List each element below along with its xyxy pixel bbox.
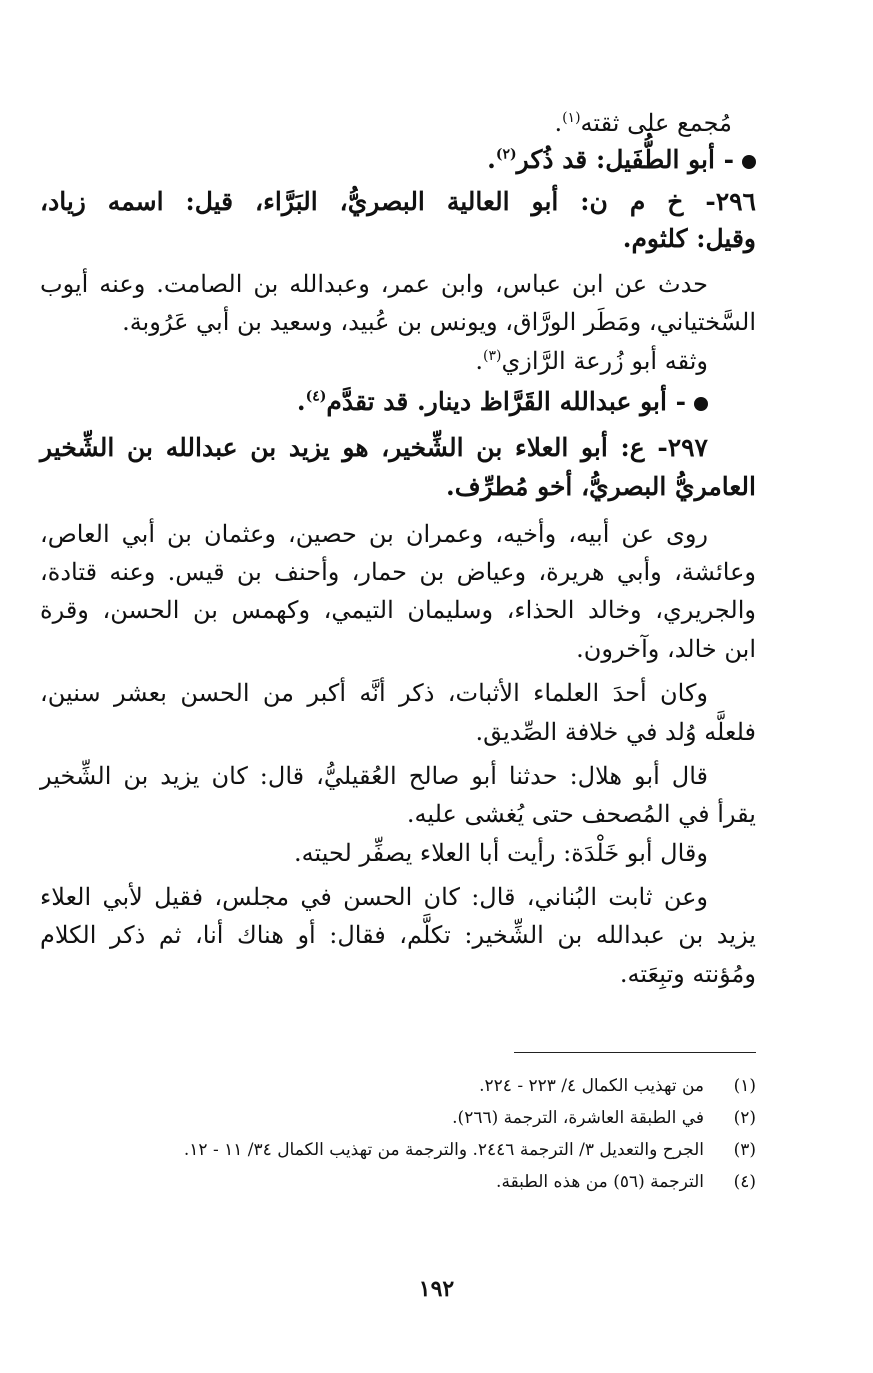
bullet-icon: [694, 397, 708, 411]
bullet-entry: - أبو الطُّفَيل: قد ذُكر$^{(٢)}$.: [40, 146, 756, 174]
text-line: وقال أبو خَلْدَة: رأيت أبا العلاء يصفِّر لحيته.: [294, 838, 708, 867]
text-line: وعائشة، وأبي هريرة، وعياض بن حمار، وأحنف بن قيس. وعنه قتادة،: [40, 557, 756, 586]
text-line: قال أبو هلال: حدثنا أبو صالح العُقيليُّ، قال: كان يزيد بن الشِّخير: [40, 761, 708, 790]
footnote-text: من تهذيب الكمال ٤/ ٢٢٣ - ٢٢٤.: [479, 1076, 704, 1096]
text-line: السَّختياني، ومَطَر الورَّاق، ويونس بن عُبيد، وسعيد بن أبي عَرُوبة.: [122, 308, 756, 337]
footnote-ref: (١): [562, 110, 581, 126]
entry-heading: ٢٩٧- ع: أبو العلاء بن الشِّخير، هو يزيد بن عبدالله بن الشِّخير: [40, 432, 708, 462]
footnote: [40, 1166, 756, 1198]
bullet-icon: [742, 155, 756, 169]
footnote-divider: [514, 1052, 756, 1053]
text-line: روى عن أبيه، وأخيه، وعمران بن حصين، وعثمان بن أبي العاص،: [40, 519, 708, 548]
page-number: ١٩٢: [418, 1276, 455, 1302]
bullet-entry: - أبو عبدالله القَرَّاظ دينار. قد تقدَّم$^{(٤)}$.: [40, 388, 756, 416]
footnote: [40, 1134, 756, 1166]
footnote-ref: (٣): [482, 347, 502, 364]
page-body: [40, 110, 756, 987]
text-line: فلعلَّه وُلد في خلافة الصِّديق.: [475, 717, 756, 746]
text-line: والجريري، وخالد الحذاء، وسليمان التيمي، وكهمس بن الحسن، وقرة: [40, 596, 756, 625]
footnote-text: الجرح والتعديل ٣/ الترجمة ٢٤٤٦. والترجمة من تهذيب الكمال ٣٤/ ١١ - ١٢.: [183, 1140, 704, 1160]
footnote: [40, 1070, 756, 1102]
text-line: ومُؤنته وتبِعَته.: [619, 959, 756, 988]
entry-heading: ٢٩٦- خ م ن: أبو العالية البصريُّ، البَرَّاء، قيل: اسمه زياد،: [40, 186, 756, 216]
text-line: وكان أحدَ العلماء الأثبات، ذكر أنَّه أكبر من الحسن بعشر سنين،: [40, 679, 708, 708]
footnote-number: (٢): [733, 1108, 756, 1128]
footnote-text: في الطبقة العاشرة، الترجمة (٢٦٦).: [452, 1108, 704, 1128]
footnotes: [40, 1070, 756, 1198]
entry-heading-cont: وقيل: كلثوم.: [622, 224, 756, 254]
footnote-number: (٤): [733, 1172, 756, 1192]
footnote-text: الترجمة (٥٦) من هذه الطبقة.: [496, 1172, 704, 1192]
entry-heading-cont: العامريُّ البصريُّ، أخو مُطرِّف.: [446, 472, 756, 502]
text-line: يقرأ في المُصحف حتى يُغشى عليه.: [406, 800, 756, 829]
text-line: ابن خالد، وآخرون.: [576, 634, 756, 663]
footnote: [40, 1102, 756, 1134]
text-line: وثقه أبو زُرعة الرَّازي$^{(٣)}$.: [475, 346, 708, 375]
footnote-number: (٣): [733, 1140, 756, 1160]
footnote-number: (١): [733, 1076, 756, 1096]
text-line: يزيد بن عبدالله بن الشِّخير: تكلَّم، فقال: أو هناك أنا، ثم ذكر الكلام: [40, 921, 756, 950]
footnote-ref: (٤): [305, 388, 327, 405]
text-line: حدث عن ابن عباس، وابن عمر، وعبدالله بن الصامت. وعنه أيوب: [40, 269, 708, 298]
footnote-ref: (٢): [495, 147, 517, 164]
text-line: وعن ثابت البُناني، قال: كان الحسن في مجلس، فقيل لأبي العلاء: [40, 883, 708, 912]
text-line: مُجمع على ثقته$^{(١)}$.: [554, 109, 732, 137]
